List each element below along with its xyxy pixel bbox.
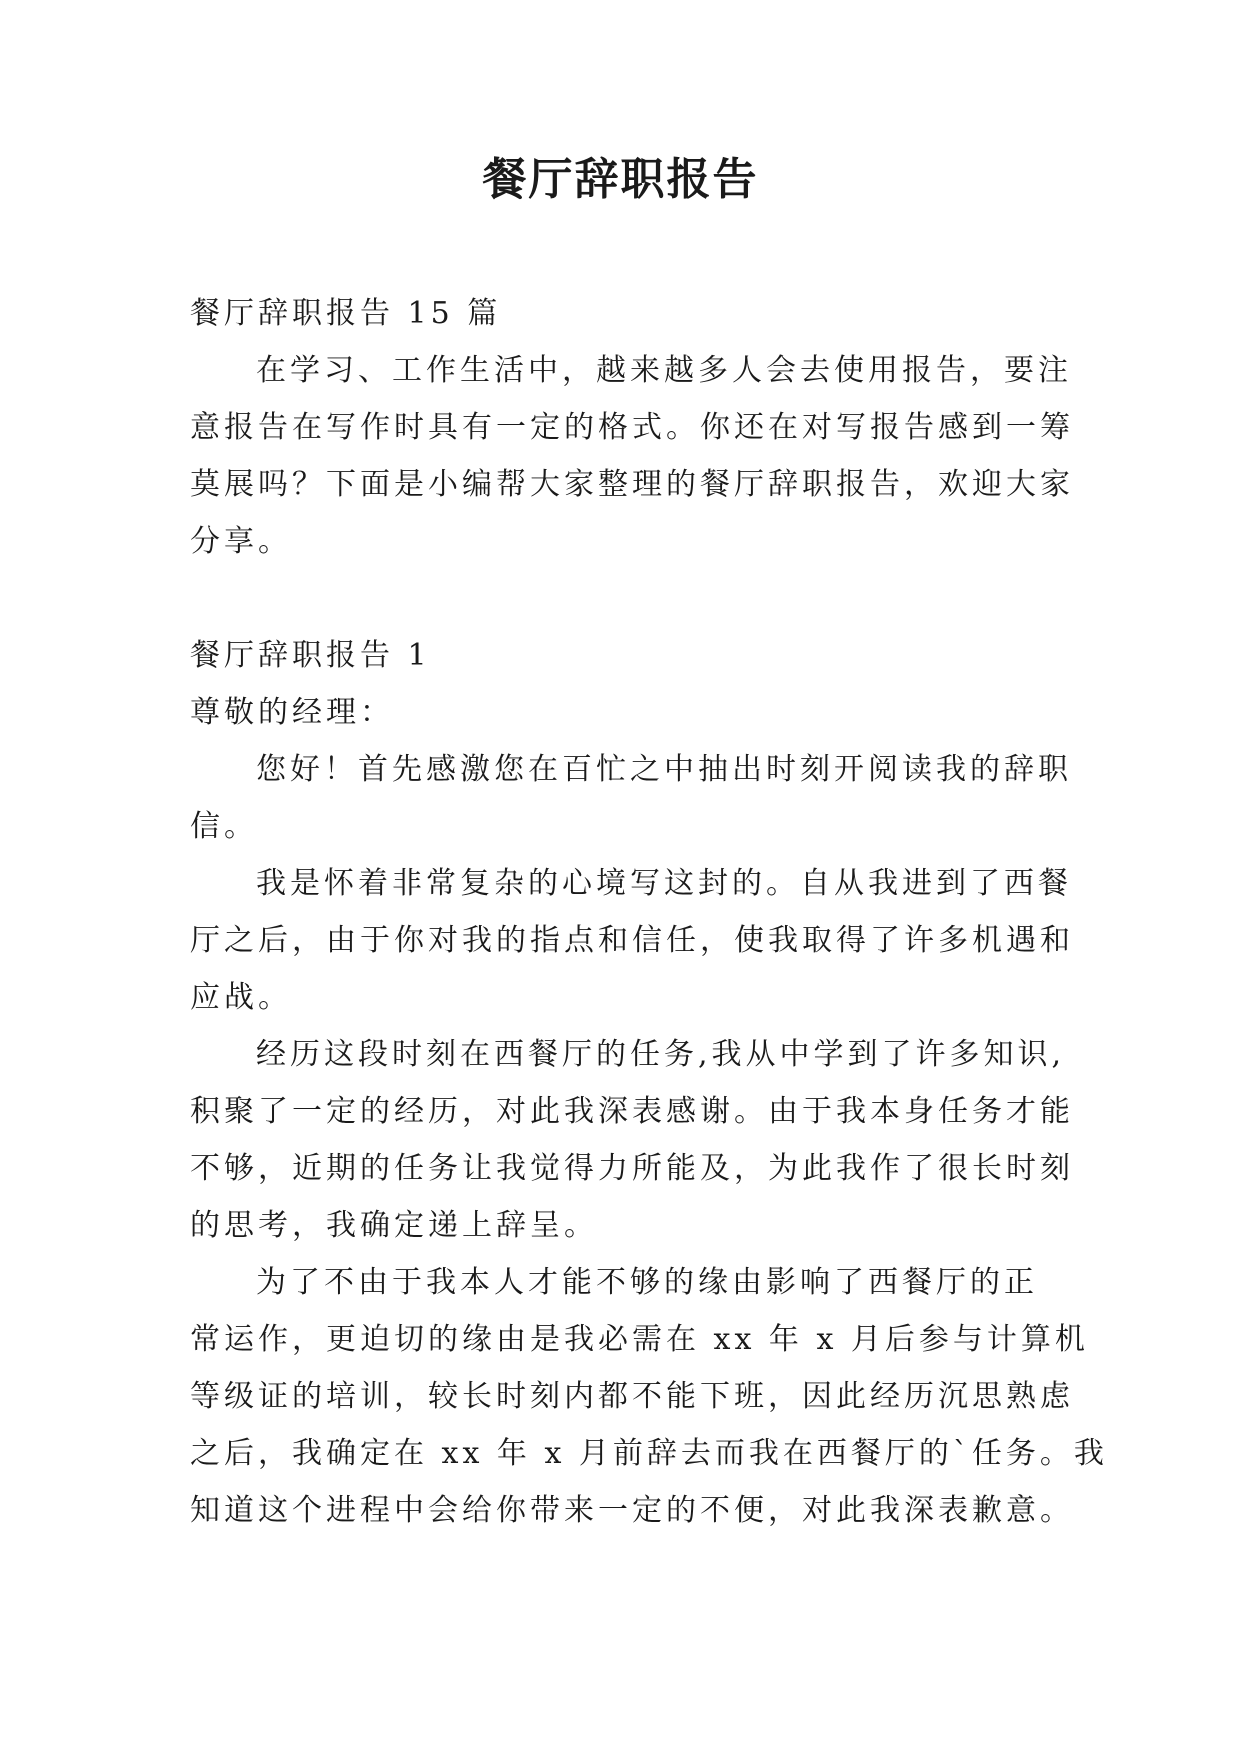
letter-paragraph-2 [190, 855, 1074, 1026]
document-subtitle: 餐厅辞职报告 15 篇 [190, 296, 502, 331]
paragraph-line: 经历这段时刻在西餐厅的任务,我从中学到了许多知识, [256, 1037, 1066, 1072]
document-title: 餐厅辞职报告 [482, 154, 759, 205]
intro-line: 莫展吗？下面是小编帮大家整理的餐厅辞职报告，欢迎大家 [190, 467, 1074, 502]
paragraph-line: 为了不由于我本人才能不够的缘由影响了西餐厅的正 [256, 1265, 1038, 1300]
document-body [190, 285, 1108, 1539]
paragraph-line: 厅之后，由于你对我的指点和信任，使我取得了许多机遇和 [190, 923, 1074, 958]
paragraph-line: 我是怀着非常复杂的心境写这封的。自从我进到了西餐 [256, 866, 1072, 901]
paragraph-line: 知道这个进程中会给你带来一定的不便，对此我深表歉意。 [190, 1493, 1074, 1528]
paragraph-line: 常运作，更迫切的缘由是我必需在 xx 年 x 月后参与计算机 [190, 1322, 1089, 1357]
intro-paragraph [190, 342, 1074, 570]
intro-line: 分享。 [190, 524, 292, 559]
paragraph-line: 的思考，我确定递上辞呈。 [190, 1208, 598, 1243]
paragraph-line: 您好！首先感激您在百忙之中抽出时刻开阅读我的辞职 [256, 752, 1072, 787]
letter-paragraph-1 [190, 741, 1072, 855]
paragraph-line: 积聚了一定的经历，对此我深表感谢。由于我本身任务才能 [190, 1094, 1074, 1129]
paragraph-line: 应战。 [190, 980, 292, 1015]
paragraph-spacer [190, 570, 1060, 627]
paragraph-line: 不够，近期的任务让我觉得力所能及，为此我作了很长时刻 [190, 1151, 1074, 1186]
paragraph-line: 等级证的培训，较长时刻内都不能下班，因此经历沉思熟虑 [190, 1379, 1074, 1414]
letter-paragraph-4 [190, 1254, 1108, 1539]
paragraph-line: 之后，我确定在 xx 年 x 月前辞去而我在西餐厅的`任务。我 [190, 1436, 1108, 1471]
salutation: 尊敬的经理： [190, 695, 394, 730]
letter-paragraph-3 [190, 1026, 1074, 1254]
intro-line: 在学习、工作生活中，越来越多人会去使用报告，要注 [256, 353, 1072, 388]
paragraph-line: 信。 [190, 809, 258, 844]
intro-line: 意报告在写作时具有一定的格式。你还在对写报告感到一筹 [190, 410, 1074, 445]
section-heading: 餐厅辞职报告 1 [190, 638, 431, 673]
